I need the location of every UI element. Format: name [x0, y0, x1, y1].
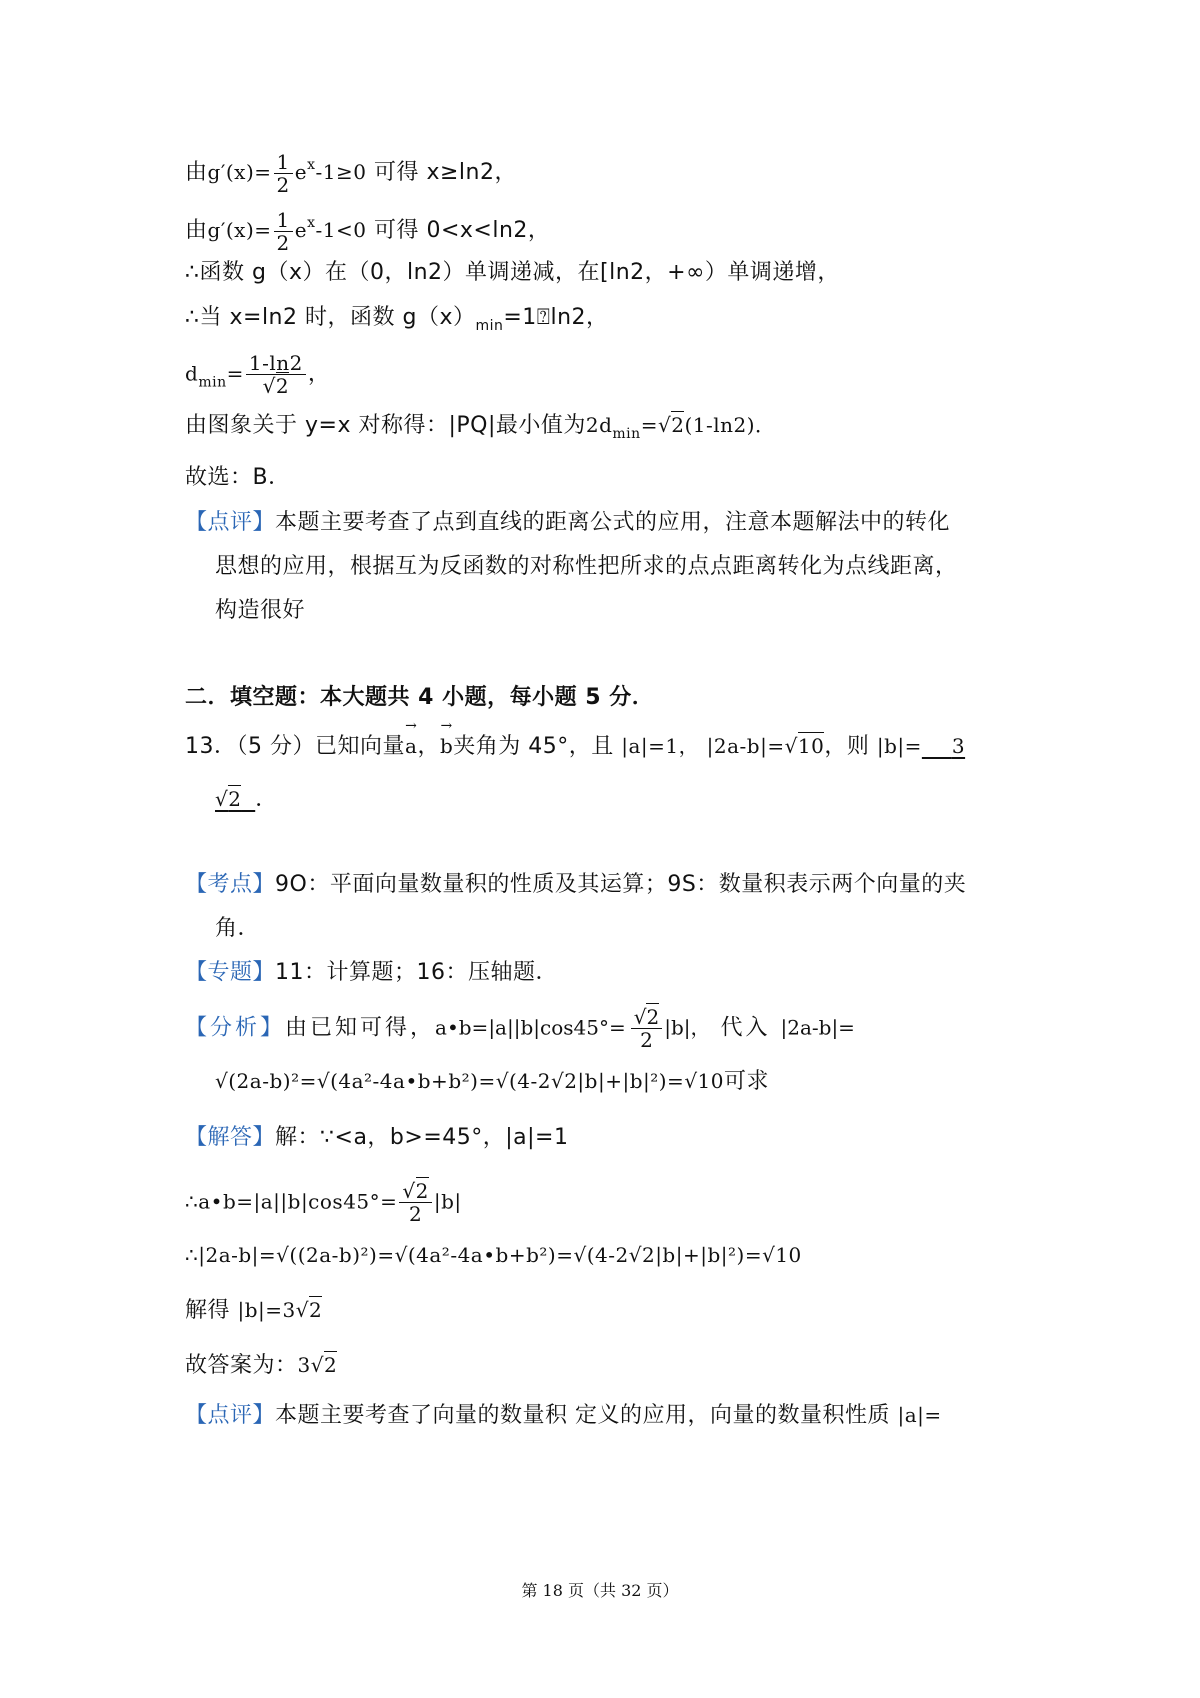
- section-heading: 二．填空题：本大题共 4 小题，每小题 5 分．: [185, 685, 655, 710]
- question-13: 13．（5 分）已知向量→ a，→ b夹角为 45°，且 |a|=1， |2a-b|=√10，则 |b|= 3: [185, 731, 965, 762]
- question-13-answer-cont: √2 ．: [215, 787, 278, 812]
- kaodian-line-2: 角．: [215, 916, 261, 941]
- line-choice: 故选：B．: [185, 465, 291, 490]
- comment-1-line-1: 【点评】本题主要考查了点到直线的距离公式的应用，注意本题解法中的转化: [185, 510, 951, 535]
- fenxi-line-1: 【分析】由已知可得，a•b=|a||b|cos45°= $\frac{√2}{2}$ |b|， 代入 |2a-b|=: [185, 1005, 855, 1052]
- page-footer: 第 18 页（共 32 页）: [521, 1581, 679, 1600]
- comment-tag: 【点评】: [185, 510, 276, 535]
- solution-step-3: 解得 |b|=3√2: [185, 1298, 323, 1323]
- line-symmetry: 由图象关于 y=x 对称得：|PQ|最小值为$2d_{min}=√2(1-\ln 2)$．: [185, 413, 776, 442]
- comment-1-line-2: 思想的应用，根据互为反函数的对称性把所求的点点距离转化为点线距离，: [215, 554, 958, 579]
- comment-2-line-1: 【点评】本题主要考查了向量的数量积 定义的应用，向量的数量积性质 |a|=: [185, 1403, 942, 1428]
- solution-step-1: ∴a•b=|a||b|cos45°= $\frac{√2}{2}$ |b|: [185, 1179, 462, 1226]
- jieda-line: 【解答】解：∵<a，b>=45°，|a|=1: [185, 1125, 569, 1150]
- kaodian-line-1: 【考点】9O：平面向量数量积的性质及其运算；9S：数量积表示两个向量的夹: [185, 872, 967, 897]
- line-derivative-lt: 由g′(x)= $\frac{1}{2}$ $e^x-1<0$ 可得 0<x<ln2，: [185, 207, 551, 255]
- zhuanti-line: 【专题】11：计算题；16：压轴题．: [185, 960, 559, 985]
- comment-1-line-3: 构造很好: [215, 598, 306, 623]
- line-dmin: $d_{min}=$ $\frac{1-\ln 2}{√2}$ ，: [185, 351, 331, 398]
- line-min-value: ∴当 x=ln2 时，函数 $g(x)_{min}=1⍰\ln 2$，: [185, 305, 609, 334]
- solution-step-2: ∴|2a-b|=√((2a-b)²)=√(4a²-4a•b+b²)=√(4-2√2|b|+|b|²)=√10: [185, 1243, 802, 1267]
- line-monotonic: ∴函数 g（x）在（0，ln2）单调递减，在[ln2，+∞）单调递增，: [185, 260, 840, 285]
- solution-step-4: 故答案为：3√2: [185, 1353, 338, 1378]
- line-derivative-ge: 由g′(x)= $\frac{1}{2}$ $e^x-1\ge 0$ 可得 x≥ln2，: [185, 149, 517, 197]
- fenxi-line-2: √(2a-b)²=√(4a²-4a•b+b²)=√(4-2√2|b|+|b|²)=√10可求: [215, 1069, 770, 1094]
